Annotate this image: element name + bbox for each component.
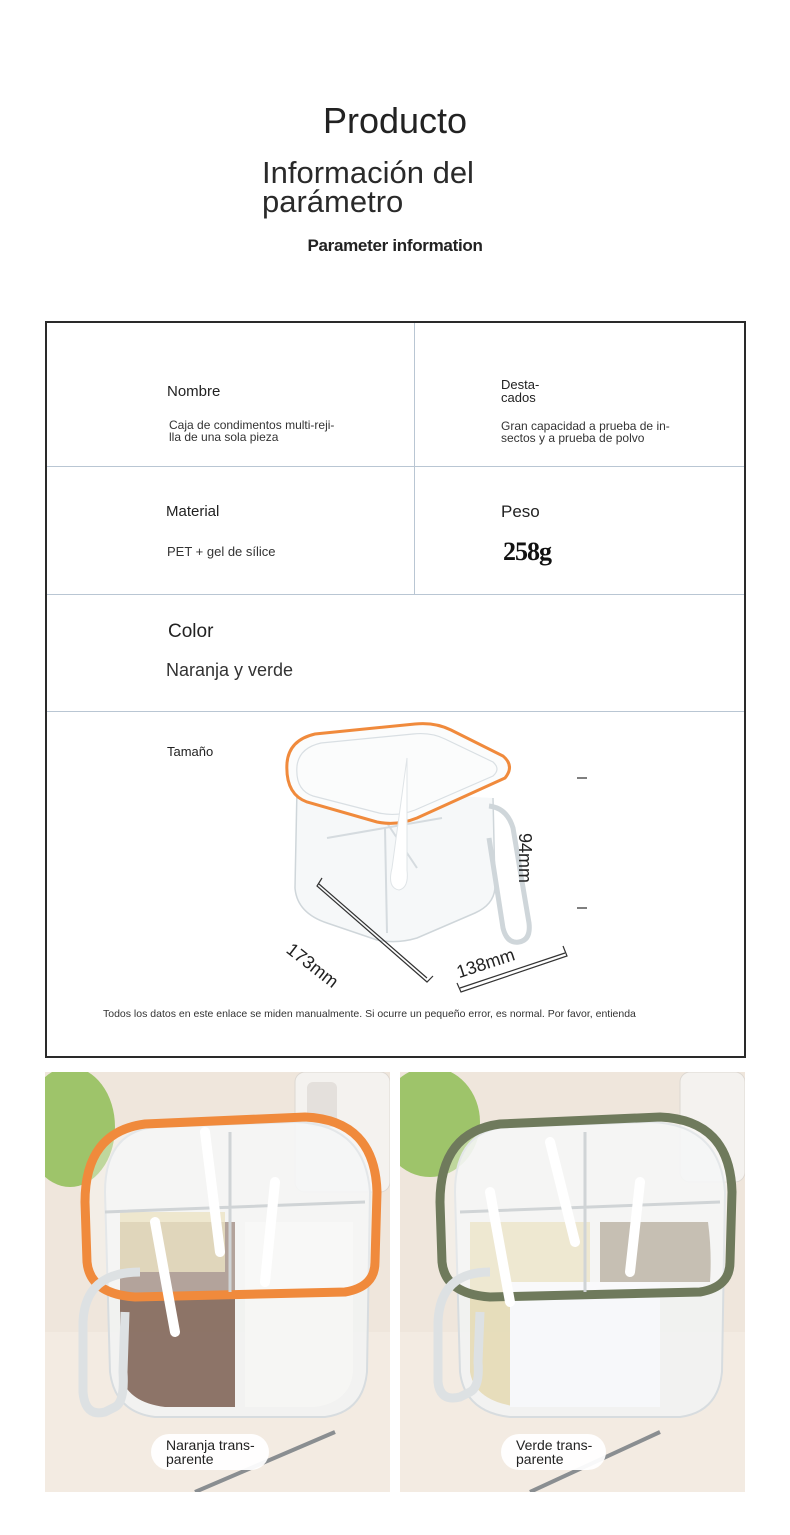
column-divider <box>414 323 415 594</box>
green-photo-illustration <box>400 1072 745 1492</box>
row-divider <box>47 711 744 712</box>
width-dimension: 138mm <box>454 944 518 983</box>
material-label: Material <box>166 503 220 520</box>
orange-photo-illustration <box>45 1072 390 1492</box>
name-value-line-2: lla de una sola pieza <box>169 430 279 444</box>
name-value-line-1: Caja de condimentos multi-reji- <box>169 418 335 432</box>
height-dimension: 94mm <box>515 833 535 884</box>
name-value <box>169 419 334 443</box>
color-label: Color <box>168 621 214 642</box>
variant-label-green <box>501 1434 606 1470</box>
row-divider <box>47 594 744 595</box>
variant-label-line-2: parente <box>166 1451 214 1467</box>
spec-table <box>45 321 746 1058</box>
variant-label-line-1: Verde trans- <box>516 1437 593 1453</box>
page-title: Producto <box>322 100 468 141</box>
variant-photo-green <box>400 1072 745 1492</box>
variant-label-line-1: Naranja trans- <box>166 1437 255 1453</box>
height-dimension-line <box>577 778 587 908</box>
highlights-label <box>501 378 539 404</box>
color-value: Naranja y verde <box>166 660 294 680</box>
variant-label-line-2: parente <box>516 1451 564 1467</box>
measurement-note: Todos los datos en este enlace se miden manualmente. Si ocurre un pequeño error, es normal. Por favor, entienda <box>103 1008 636 1020</box>
row-divider <box>47 466 744 467</box>
highlights-value-line-2: sectos y a prueba de polvo <box>501 431 645 445</box>
highlights-value-line-1: Gran capacidad a prueba de in- <box>501 419 670 433</box>
subtitle-line-1: Información del <box>262 155 474 190</box>
name-label: Nombre <box>167 383 221 400</box>
page-subtitle <box>262 155 522 219</box>
highlights-label-line-1: Desta- <box>501 377 540 392</box>
subtitle-line-2: parámetro <box>262 184 404 219</box>
english-subtitle: Parameter information <box>307 236 483 255</box>
weight-value: 258g <box>503 537 551 566</box>
length-dimension: 173mm <box>282 939 343 992</box>
material-value: PET + gel de sílice <box>167 544 276 559</box>
highlights-label-line-2: cados <box>501 390 536 405</box>
variant-label-orange <box>151 1434 269 1470</box>
rock-sugar <box>510 1282 660 1407</box>
size-label: Tamaño <box>167 744 214 759</box>
highlights-value <box>501 420 670 444</box>
variant-photo-orange <box>45 1072 390 1492</box>
weight-label: Peso <box>501 502 540 521</box>
